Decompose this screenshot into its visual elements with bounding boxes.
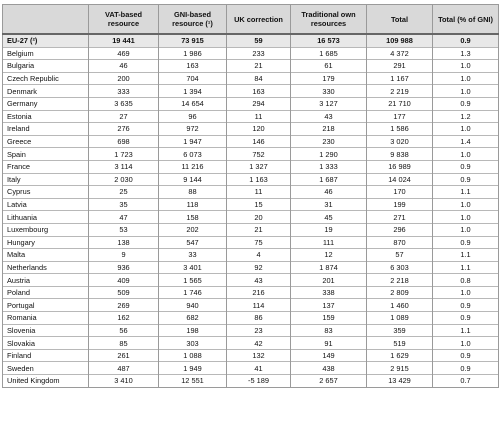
cell-gni: 940 — [159, 299, 227, 312]
cell-total: 3 020 — [367, 135, 433, 148]
cell-uk-correction: 75 — [227, 236, 291, 249]
table-row — [3, 97, 499, 110]
cell-gni: 1 565 — [159, 274, 227, 287]
cell-gni: 158 — [159, 211, 227, 224]
cell-vat: 269 — [89, 299, 159, 312]
cell-gni: 6 073 — [159, 148, 227, 161]
cell-traditional: 137 — [291, 299, 367, 312]
cell-country: Spain — [3, 148, 89, 161]
cell-total: 2 219 — [367, 85, 433, 98]
table-row — [3, 123, 499, 136]
cell-country: United Kingdom — [3, 375, 89, 388]
cell-uk-correction: 216 — [227, 286, 291, 299]
cell-traditional: 179 — [291, 72, 367, 85]
table-row — [3, 349, 499, 362]
cell-total: 6 303 — [367, 261, 433, 274]
cell-total: 271 — [367, 211, 433, 224]
cell-total-gni-pct: 1.1 — [433, 324, 499, 337]
cell-traditional: 159 — [291, 312, 367, 325]
column-header-vat: VAT-based resource — [89, 5, 159, 35]
cell-total-gni-pct: 1.0 — [433, 72, 499, 85]
cell-uk-correction: 1 163 — [227, 173, 291, 186]
cell-traditional: 83 — [291, 324, 367, 337]
cell-uk-correction: 132 — [227, 349, 291, 362]
cell-traditional: 1 290 — [291, 148, 367, 161]
cell-total-gni-pct: 1.0 — [433, 60, 499, 73]
cell-vat: 487 — [89, 362, 159, 375]
cell-gni: 682 — [159, 312, 227, 325]
cell-country: Romania — [3, 312, 89, 325]
cell-vat: 56 — [89, 324, 159, 337]
table-row — [3, 337, 499, 350]
cell-total: 9 838 — [367, 148, 433, 161]
table-row — [3, 236, 499, 249]
table-row — [3, 299, 499, 312]
cell-country: EU-27 (²) — [3, 34, 89, 47]
cell-uk-correction: 4 — [227, 249, 291, 262]
cell-traditional: 1 687 — [291, 173, 367, 186]
cell-gni: 198 — [159, 324, 227, 337]
cell-country: Portugal — [3, 299, 89, 312]
column-header-traditional: Traditional own resources — [291, 5, 367, 35]
cell-total: 1 089 — [367, 312, 433, 325]
cell-gni: 3 401 — [159, 261, 227, 274]
table-row — [3, 249, 499, 262]
cell-traditional: 201 — [291, 274, 367, 287]
cell-total-gni-pct: 1.4 — [433, 135, 499, 148]
cell-vat: 698 — [89, 135, 159, 148]
cell-traditional: 43 — [291, 110, 367, 123]
cell-vat: 9 — [89, 249, 159, 262]
cell-uk-correction: 11 — [227, 110, 291, 123]
cell-total-gni-pct: 0.9 — [433, 236, 499, 249]
column-header-total-gni-pct: Total (% of GNI) — [433, 5, 499, 35]
cell-vat: 138 — [89, 236, 159, 249]
column-header-uk-correction: UK correction — [227, 5, 291, 35]
table-row — [3, 274, 499, 287]
table-row — [3, 198, 499, 211]
cell-gni: 202 — [159, 223, 227, 236]
cell-gni: 704 — [159, 72, 227, 85]
cell-traditional: 230 — [291, 135, 367, 148]
cell-total-gni-pct: 0.9 — [433, 312, 499, 325]
cell-total-gni-pct: 1.0 — [433, 337, 499, 350]
cell-uk-correction: 294 — [227, 97, 291, 110]
cell-uk-correction: 84 — [227, 72, 291, 85]
cell-country: Luxembourg — [3, 223, 89, 236]
cell-gni: 1 949 — [159, 362, 227, 375]
cell-total-gni-pct: 0.9 — [433, 34, 499, 47]
table-row — [3, 186, 499, 199]
cell-gni: 118 — [159, 198, 227, 211]
cell-uk-correction: 15 — [227, 198, 291, 211]
cell-gni: 73 915 — [159, 34, 227, 47]
cell-traditional: 61 — [291, 60, 367, 73]
table-row-eu27 — [3, 34, 499, 47]
cell-traditional: 12 — [291, 249, 367, 262]
column-header-country — [3, 5, 89, 35]
cell-total: 870 — [367, 236, 433, 249]
table-row — [3, 312, 499, 325]
cell-country: Lithuania — [3, 211, 89, 224]
cell-country: Czech Republic — [3, 72, 89, 85]
cell-uk-correction: 114 — [227, 299, 291, 312]
cell-traditional: 218 — [291, 123, 367, 136]
table-row — [3, 47, 499, 60]
cell-total: 1 586 — [367, 123, 433, 136]
cell-gni: 1 746 — [159, 286, 227, 299]
cell-uk-correction: 120 — [227, 123, 291, 136]
cell-country: Slovakia — [3, 337, 89, 350]
cell-uk-correction: 146 — [227, 135, 291, 148]
cell-total-gni-pct: 1.0 — [433, 123, 499, 136]
cell-gni: 12 551 — [159, 375, 227, 388]
cell-vat: 53 — [89, 223, 159, 236]
cell-vat: 25 — [89, 186, 159, 199]
cell-total: 2 218 — [367, 274, 433, 287]
cell-total: 177 — [367, 110, 433, 123]
cell-total-gni-pct: 1.0 — [433, 198, 499, 211]
cell-vat: 3 410 — [89, 375, 159, 388]
cell-vat: 35 — [89, 198, 159, 211]
cell-gni: 14 654 — [159, 97, 227, 110]
cell-gni: 972 — [159, 123, 227, 136]
cell-total-gni-pct: 1.0 — [433, 85, 499, 98]
cell-uk-correction: 1 327 — [227, 160, 291, 173]
cell-total-gni-pct: 0.9 — [433, 97, 499, 110]
cell-total-gni-pct: 1.0 — [433, 148, 499, 161]
cell-country: Italy — [3, 173, 89, 186]
cell-total: 1 629 — [367, 349, 433, 362]
cell-vat: 469 — [89, 47, 159, 60]
table-header-row — [3, 5, 499, 35]
table-row — [3, 173, 499, 186]
cell-vat: 27 — [89, 110, 159, 123]
cell-country: Denmark — [3, 85, 89, 98]
cell-traditional: 31 — [291, 198, 367, 211]
cell-uk-correction: 11 — [227, 186, 291, 199]
cell-traditional: 438 — [291, 362, 367, 375]
cell-vat: 46 — [89, 60, 159, 73]
cell-total-gni-pct: 1.0 — [433, 286, 499, 299]
cell-country: Slovenia — [3, 324, 89, 337]
column-header-total: Total — [367, 5, 433, 35]
cell-country: Germany — [3, 97, 89, 110]
cell-country: Sweden — [3, 362, 89, 375]
cell-traditional: 330 — [291, 85, 367, 98]
cell-uk-correction: 752 — [227, 148, 291, 161]
cell-total-gni-pct: 0.8 — [433, 274, 499, 287]
cell-vat: 2 030 — [89, 173, 159, 186]
cell-gni: 88 — [159, 186, 227, 199]
cell-country: Netherlands — [3, 261, 89, 274]
cell-uk-correction: 163 — [227, 85, 291, 98]
table-row — [3, 110, 499, 123]
cell-gni: 33 — [159, 249, 227, 262]
cell-country: Bulgaria — [3, 60, 89, 73]
cell-total: 1 167 — [367, 72, 433, 85]
cell-vat: 47 — [89, 211, 159, 224]
cell-vat: 3 114 — [89, 160, 159, 173]
cell-total: 14 024 — [367, 173, 433, 186]
table-body — [3, 34, 499, 387]
table-row — [3, 60, 499, 73]
cell-country: Ireland — [3, 123, 89, 136]
cell-uk-correction: 59 — [227, 34, 291, 47]
table-row — [3, 85, 499, 98]
cell-traditional: 3 127 — [291, 97, 367, 110]
cell-country: Finland — [3, 349, 89, 362]
cell-traditional: 149 — [291, 349, 367, 362]
cell-traditional: 91 — [291, 337, 367, 350]
cell-traditional: 1 333 — [291, 160, 367, 173]
cell-vat: 276 — [89, 123, 159, 136]
table-row — [3, 324, 499, 337]
cell-traditional: 1 874 — [291, 261, 367, 274]
table-row — [3, 72, 499, 85]
cell-total: 21 710 — [367, 97, 433, 110]
cell-total-gni-pct: 1.1 — [433, 186, 499, 199]
cell-gni: 1 947 — [159, 135, 227, 148]
cell-vat: 200 — [89, 72, 159, 85]
column-header-gni: GNI-based resource (¹) — [159, 5, 227, 35]
cell-vat: 509 — [89, 286, 159, 299]
cell-total: 170 — [367, 186, 433, 199]
cell-total: 519 — [367, 337, 433, 350]
cell-total: 13 429 — [367, 375, 433, 388]
cell-total-gni-pct: 0.9 — [433, 362, 499, 375]
cell-gni: 1 088 — [159, 349, 227, 362]
cell-gni: 303 — [159, 337, 227, 350]
own-resources-table — [2, 4, 499, 388]
cell-traditional: 338 — [291, 286, 367, 299]
cell-total-gni-pct: 1.0 — [433, 223, 499, 236]
cell-total: 1 460 — [367, 299, 433, 312]
table-row — [3, 223, 499, 236]
cell-vat: 162 — [89, 312, 159, 325]
cell-total-gni-pct: 1.1 — [433, 261, 499, 274]
cell-gni: 96 — [159, 110, 227, 123]
cell-country: Hungary — [3, 236, 89, 249]
cell-traditional: 2 657 — [291, 375, 367, 388]
cell-country: Estonia — [3, 110, 89, 123]
cell-country: Belgium — [3, 47, 89, 60]
table-row — [3, 286, 499, 299]
cell-traditional: 1 685 — [291, 47, 367, 60]
cell-uk-correction: 41 — [227, 362, 291, 375]
cell-uk-correction: 233 — [227, 47, 291, 60]
cell-vat: 3 635 — [89, 97, 159, 110]
cell-uk-correction: 43 — [227, 274, 291, 287]
cell-uk-correction: 23 — [227, 324, 291, 337]
cell-vat: 409 — [89, 274, 159, 287]
cell-vat: 261 — [89, 349, 159, 362]
cell-country: Austria — [3, 274, 89, 287]
cell-country: Greece — [3, 135, 89, 148]
cell-total-gni-pct: 0.7 — [433, 375, 499, 388]
cell-vat: 19 441 — [89, 34, 159, 47]
cell-vat: 333 — [89, 85, 159, 98]
cell-total: 2 915 — [367, 362, 433, 375]
table-row — [3, 135, 499, 148]
table-row — [3, 261, 499, 274]
cell-uk-correction: 20 — [227, 211, 291, 224]
cell-traditional: 45 — [291, 211, 367, 224]
table-row — [3, 375, 499, 388]
cell-total: 109 988 — [367, 34, 433, 47]
table-row — [3, 148, 499, 161]
cell-total: 291 — [367, 60, 433, 73]
cell-total-gni-pct: 1.1 — [433, 249, 499, 262]
cell-gni: 11 216 — [159, 160, 227, 173]
cell-country: Latvia — [3, 198, 89, 211]
table-row — [3, 211, 499, 224]
cell-traditional: 111 — [291, 236, 367, 249]
cell-total-gni-pct: 1.0 — [433, 211, 499, 224]
cell-vat: 1 723 — [89, 148, 159, 161]
cell-traditional: 19 — [291, 223, 367, 236]
cell-total: 296 — [367, 223, 433, 236]
cell-country: Malta — [3, 249, 89, 262]
cell-total: 57 — [367, 249, 433, 262]
cell-country: Poland — [3, 286, 89, 299]
cell-gni: 547 — [159, 236, 227, 249]
cell-uk-correction: 21 — [227, 60, 291, 73]
cell-gni: 1 986 — [159, 47, 227, 60]
cell-country: Cyprus — [3, 186, 89, 199]
cell-total-gni-pct: 1.2 — [433, 110, 499, 123]
cell-gni: 163 — [159, 60, 227, 73]
cell-traditional: 46 — [291, 186, 367, 199]
cell-uk-correction: 86 — [227, 312, 291, 325]
cell-total: 199 — [367, 198, 433, 211]
cell-uk-correction: 92 — [227, 261, 291, 274]
cell-total-gni-pct: 1.3 — [433, 47, 499, 60]
cell-vat: 85 — [89, 337, 159, 350]
data-table-container — [2, 4, 498, 388]
cell-total: 2 809 — [367, 286, 433, 299]
cell-total-gni-pct: 0.9 — [433, 160, 499, 173]
table-row — [3, 160, 499, 173]
cell-vat: 936 — [89, 261, 159, 274]
cell-country: France — [3, 160, 89, 173]
table-row — [3, 362, 499, 375]
cell-gni: 1 394 — [159, 85, 227, 98]
cell-gni: 9 144 — [159, 173, 227, 186]
cell-total: 359 — [367, 324, 433, 337]
cell-total: 16 989 — [367, 160, 433, 173]
cell-uk-correction: -5 189 — [227, 375, 291, 388]
cell-traditional: 16 573 — [291, 34, 367, 47]
cell-uk-correction: 42 — [227, 337, 291, 350]
cell-total: 4 372 — [367, 47, 433, 60]
cell-total-gni-pct: 0.9 — [433, 349, 499, 362]
cell-total-gni-pct: 0.9 — [433, 173, 499, 186]
cell-total-gni-pct: 0.9 — [433, 299, 499, 312]
cell-uk-correction: 21 — [227, 223, 291, 236]
